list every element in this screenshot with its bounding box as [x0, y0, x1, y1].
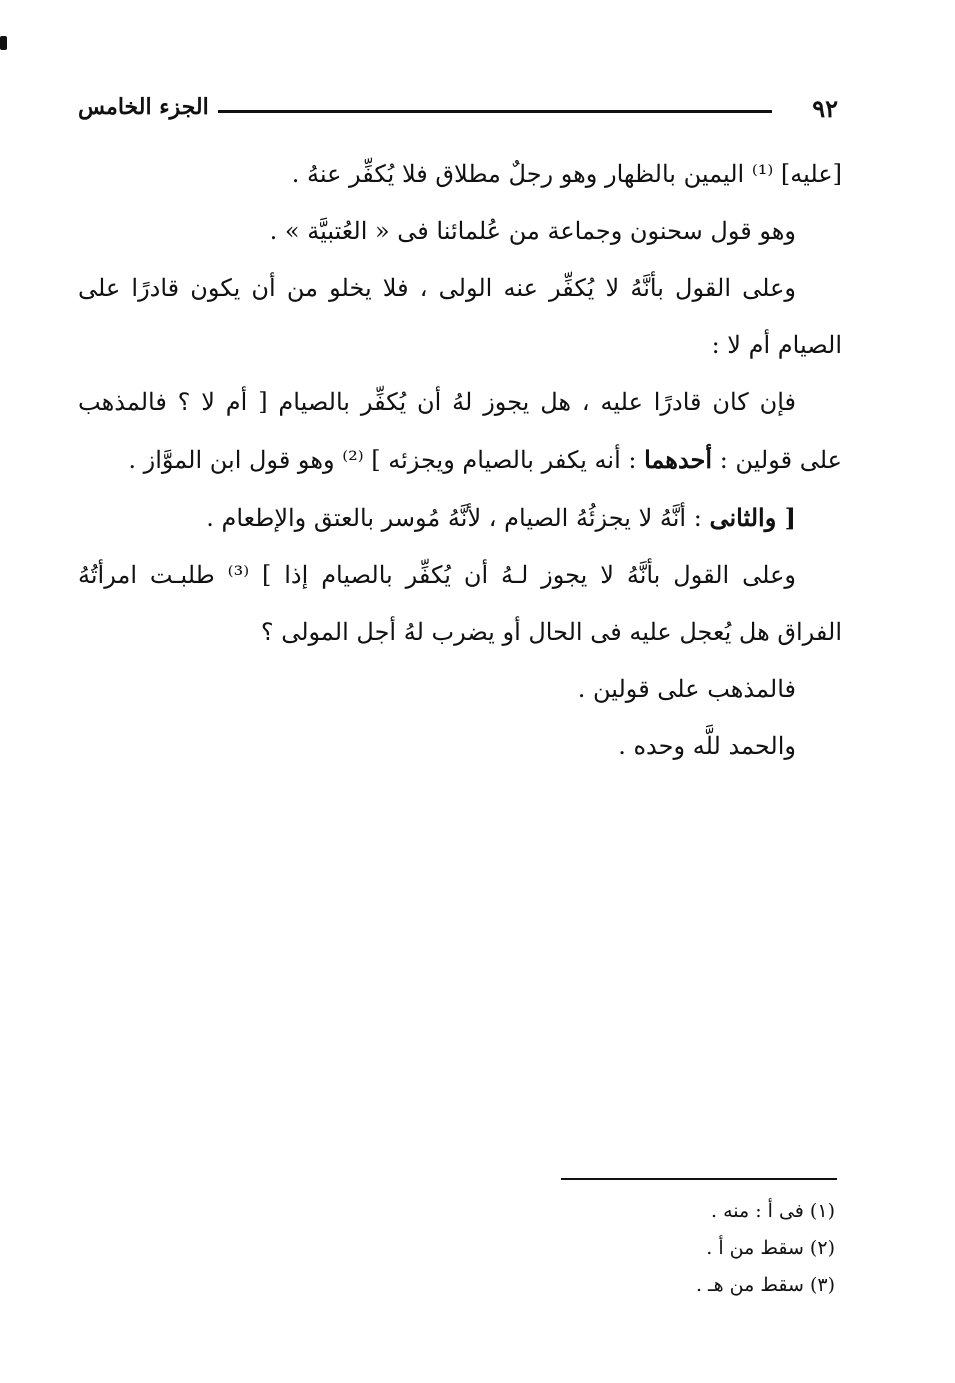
- paragraph-text: : أنَّهُ لا يجزئُهُ الصيام ، لأنَّهُ مُوسر بالعتق والإطعام .: [206, 504, 702, 532]
- paragraph: وهو قول سحنون وجماعة من عُلمائنا فى « العُتبيَّة » .: [269, 217, 796, 245]
- footnote: (١) فى أ : منه .: [711, 1200, 835, 1222]
- paragraph: وعلى القول بأنَّهُ لا يُكفِّر عنه الولى ، فلا يخلو من أن يكون قادرًا على الصيام أم لا :: [78, 274, 842, 359]
- paragraph: وعلى القول بأنَّهُ لا يجوز لـهُ أن يُكفِّر بالصيام إذا ] ⁽³⁾ طلبـت امرأتُهُ الفراق هل يُعجل عليه فى الحال أو يضرب لهُ أجل المولى ؟: [78, 561, 842, 646]
- running-title: الجزء الخامس: [78, 94, 209, 120]
- paragraph-text: فإن كان قادرًا عليه ، هل يجوز لهُ أن يُكفِّر بالصيام [ أم لا ؟ فالمذهب على قولين :: [78, 388, 842, 474]
- paragraph-text: : أنه يكفر بالصيام ويجزئه ] ⁽²⁾ وهو قول ابن الموَّاز .: [128, 446, 637, 474]
- footnotes: [335, 1193, 835, 1304]
- footnote: (٣) سقط من هـ .: [695, 1274, 835, 1296]
- scan-mark: [0, 36, 7, 50]
- bold-term: [ والثانى: [709, 503, 796, 532]
- footnote: (٢) سقط من أ .: [706, 1237, 835, 1259]
- header-rule: [218, 110, 772, 113]
- paragraph: [78, 489, 842, 547]
- page-number: ٩٢: [812, 94, 838, 123]
- paragraph: [78, 374, 842, 489]
- paragraph: والحمد للَّه وحده .: [618, 732, 796, 760]
- paragraph: [عليه] ⁽¹⁾ اليمين بالظهار وهو رجلٌ مطلاق فلا يُكفِّر عنهُ .: [291, 160, 842, 188]
- footnote-rule: [561, 1178, 837, 1180]
- body-text: [78, 146, 842, 775]
- paragraph: فالمذهب على قولين .: [577, 675, 796, 703]
- bold-term: أحدهما: [644, 445, 713, 474]
- page-header: [78, 92, 838, 132]
